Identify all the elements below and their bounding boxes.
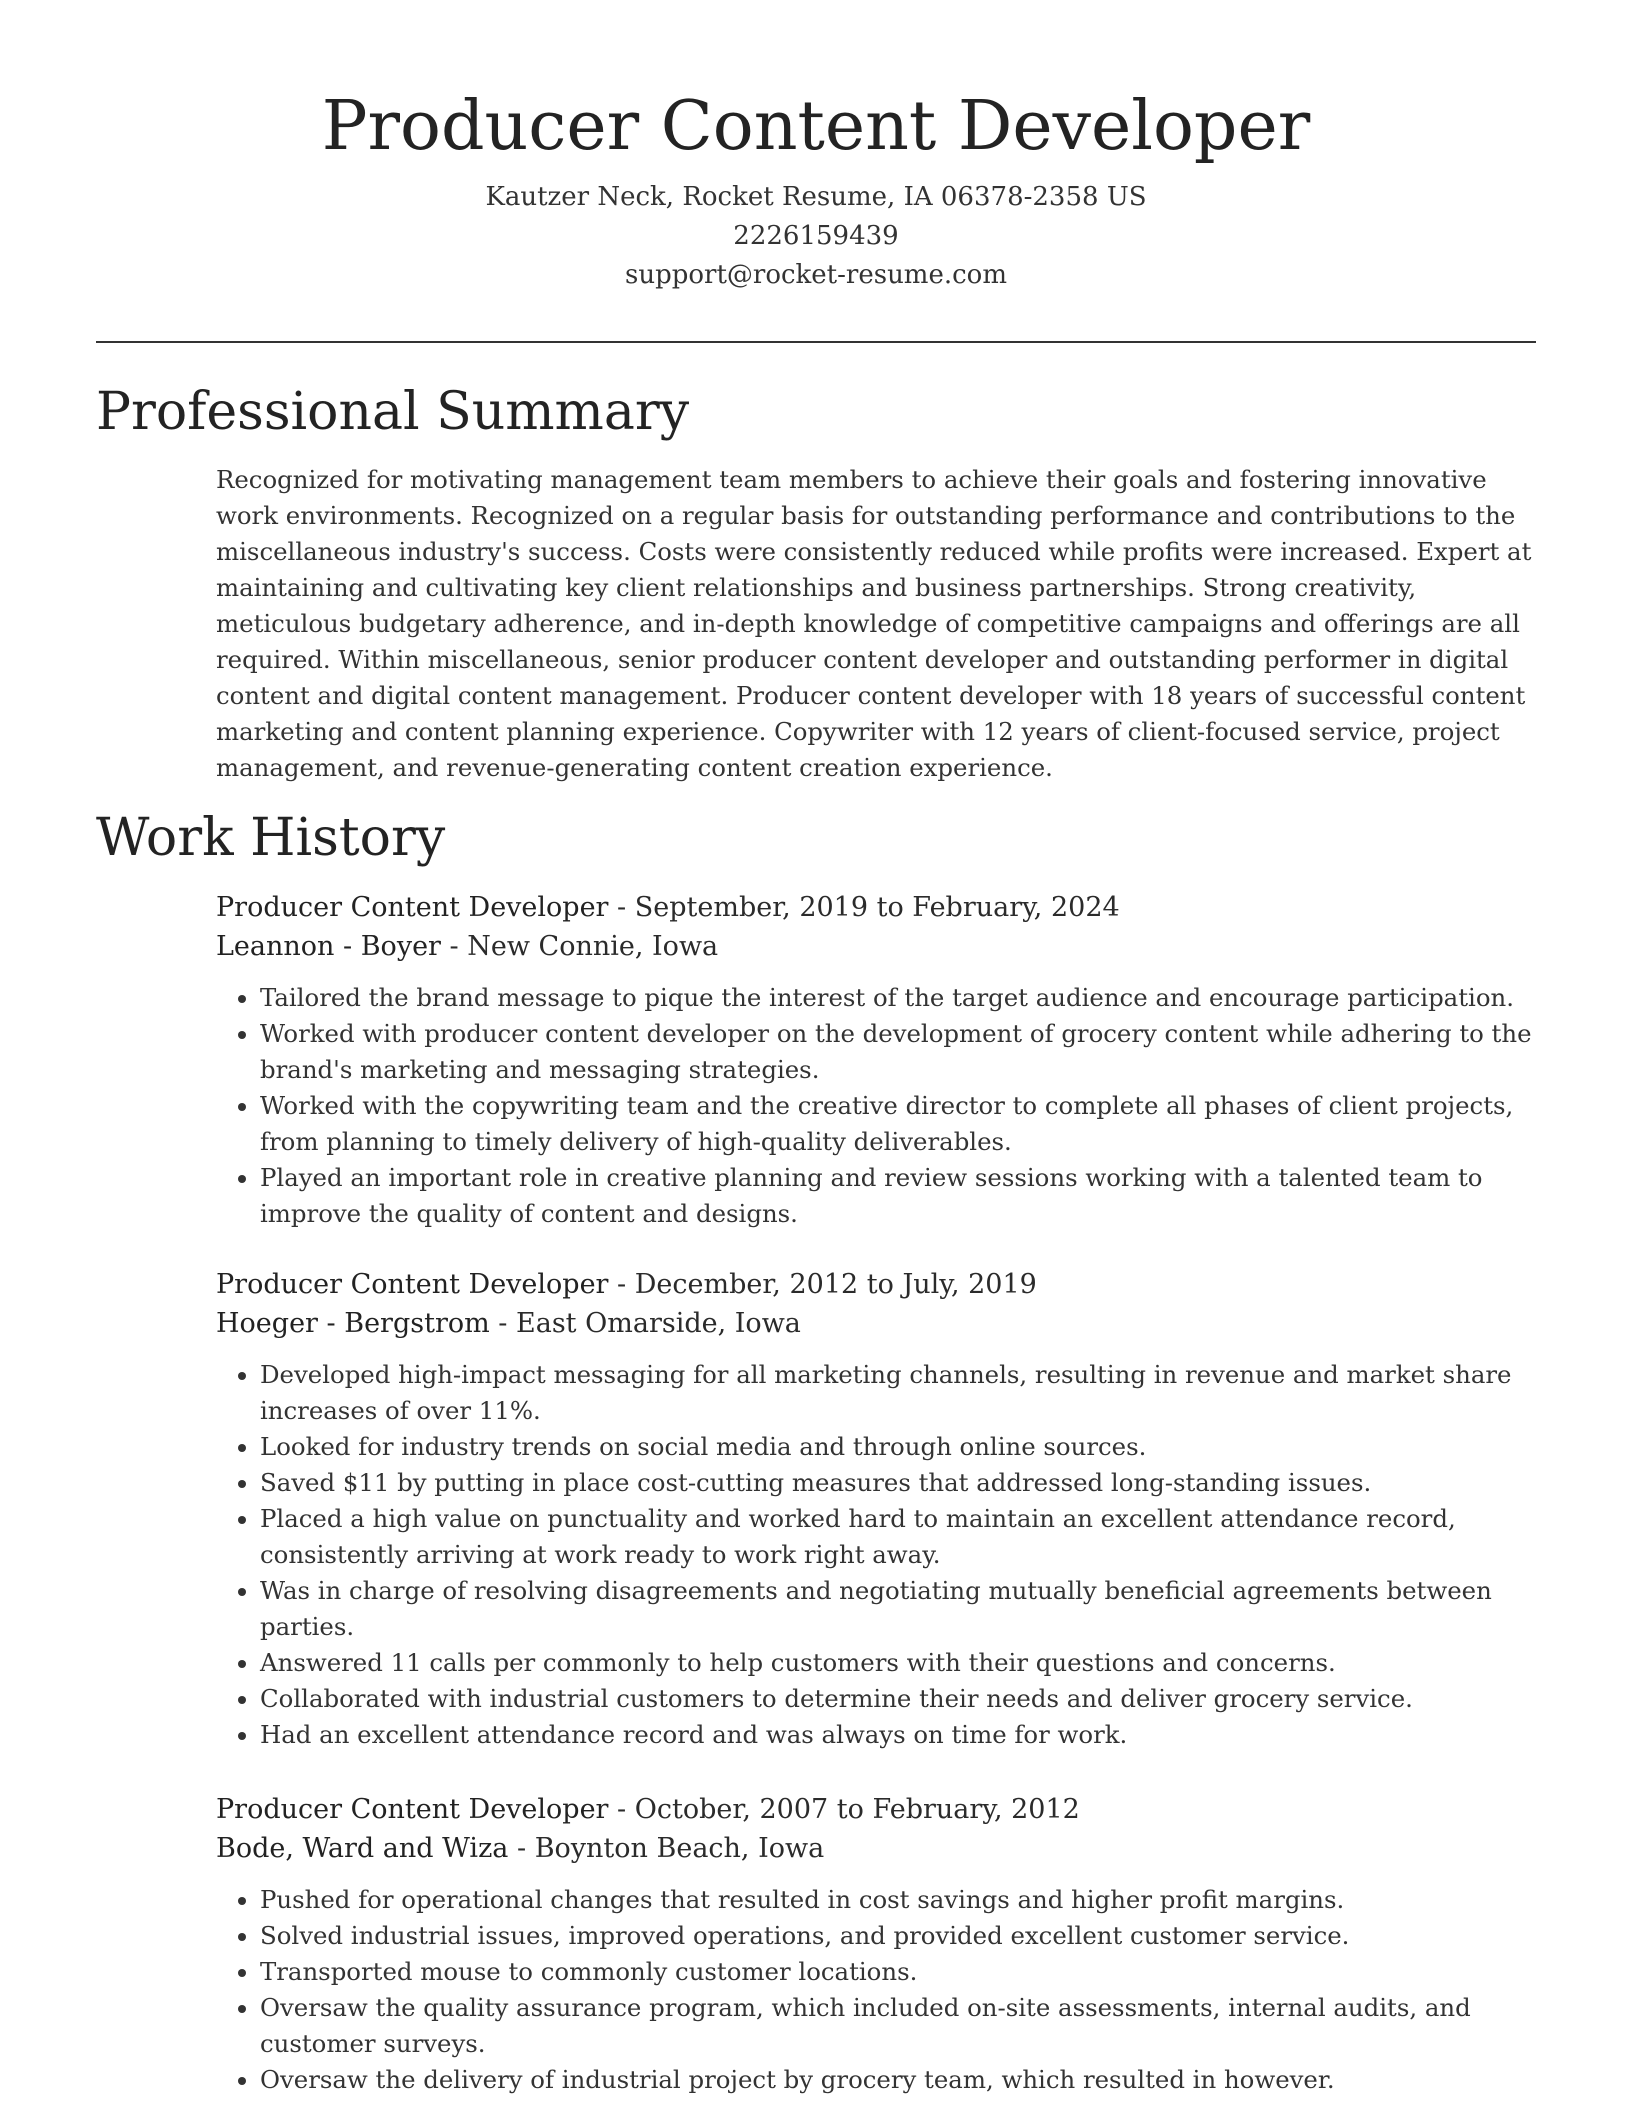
header-divider	[96, 341, 1536, 343]
work-history-heading: Work History	[96, 808, 446, 868]
contact-block	[0, 178, 1632, 295]
job-title-line	[216, 888, 1556, 927]
job-location: East Omarside, Iowa	[516, 1308, 801, 1339]
list-item: • Answered 11 calls per commonly to help customers with their questions and concerns.	[260, 1645, 1556, 1681]
job-company-line	[216, 1304, 1556, 1343]
summary-text: Recognized for motivating management team members to achieve their goals and fostering innovative work environments. Recognized on a regular basis for outstanding performance and contributions to the miscellaneous industry's success. Costs were consistently reduced while profits were increased. Expert at maintaining and cultivating key client relationships and business partnerships. Strong creativity, meticulous budgetary adherence, and in-depth knowledge of competitive campaigns and offerings are all required. Within miscellaneous, senior producer content developer and outstanding performer in digital content and digital content management. Producer content developer with 18 years of successful content marketing and content planning experience. Copywriter with 12 years of client-focused service, project management, and revenue-generating content creation experience.	[216, 465, 1532, 782]
job-entry	[216, 1790, 1556, 2098]
email: support@rocket-resume.com	[624, 260, 1007, 290]
list-item: • Played an important role in creative planning and review sessions working with a talented team to improve the quality of content and designs.	[260, 1160, 1556, 1232]
list-item: • Worked with producer content developer on the development of grocery content while adhering to the brand's marketing and messaging strategies.	[260, 1016, 1556, 1088]
job-company: Bode, Ward and Wiza	[216, 1833, 509, 1864]
list-item: • Looked for industry trends on social media and through online sources.	[260, 1429, 1556, 1465]
job-bullets	[216, 980, 1556, 1232]
job-dates: October, 2007 to February, 2012	[634, 1794, 1080, 1825]
list-item: • Collaborated with industrial customers to determine their needs and deliver grocery service.	[260, 1681, 1556, 1717]
job-title-line	[216, 1265, 1556, 1304]
job-location: New Connie, Iowa	[467, 931, 719, 962]
list-item: • Tailored the brand message to pique the interest of the target audience and encourage participation.	[260, 980, 1556, 1016]
candidate-name: Producer Content Developer	[321, 87, 1311, 166]
job-entry	[216, 1265, 1556, 1753]
separator: -	[489, 1308, 517, 1339]
list-item: • Oversaw the quality assurance program, which included on-site assessments, internal audits, and customer surveys.	[260, 1990, 1556, 2062]
job-title-line	[216, 1790, 1556, 1829]
separator: -	[440, 931, 468, 962]
list-item: • Was in charge of resolving disagreements and negotiating mutually beneficial agreements between parties.	[260, 1573, 1556, 1645]
list-item: • Pushed for operational changes that resulted in cost savings and higher profit margins.	[260, 1882, 1556, 1918]
job-title: Producer Content Developer	[216, 892, 609, 923]
separator: -	[508, 1833, 535, 1864]
job-company: Hoeger - Bergstrom	[216, 1308, 490, 1339]
list-item: • Saved $11 by putting in place cost-cutting measures that addressed long-standing issues.	[260, 1465, 1556, 1501]
address: Kautzer Neck, Rocket Resume, IA 06378-2358 US	[485, 182, 1147, 212]
list-item: • Had an excellent attendance record and was always on time for work.	[260, 1717, 1556, 1753]
list-item: • Worked with the copywriting team and the creative director to complete all phases of client projects, from planning to timely delivery of high-quality deliverables.	[260, 1088, 1556, 1160]
list-item: • Developed high-impact messaging for all marketing channels, resulting in revenue and market share increases of over 11%.	[260, 1357, 1556, 1429]
job-company-line	[216, 1829, 1556, 1868]
list-item: • Solved industrial issues, improved operations, and provided excellent customer service.	[260, 1918, 1556, 1954]
job-entry	[216, 888, 1556, 1232]
job-dates: September, 2019 to February, 2024	[634, 892, 1120, 923]
phone: 2226159439	[733, 221, 899, 251]
job-location: Boynton Beach, Iowa	[534, 1833, 825, 1864]
job-title: Producer Content Developer	[216, 1794, 609, 1825]
job-bullets	[216, 1882, 1556, 2098]
list-item: • Oversaw the delivery of industrial project by grocery team, which resulted in however.	[260, 2062, 1556, 2098]
job-company: Leannon - Boyer	[216, 931, 441, 962]
separator: -	[608, 892, 635, 923]
resume-header	[0, 0, 1632, 295]
summary-heading: Professional Summary	[96, 382, 690, 442]
job-title: Producer Content Developer	[216, 1269, 609, 1300]
separator: -	[608, 1269, 635, 1300]
list-item: • Placed a high value on punctuality and worked hard to maintain an excellent attendance record, consistently arriving at work ready to work right away.	[260, 1501, 1556, 1573]
job-company-line	[216, 927, 1556, 966]
separator: -	[608, 1794, 635, 1825]
job-bullets	[216, 1357, 1556, 1753]
job-dates: December, 2012 to July, 2019	[634, 1269, 1037, 1300]
list-item: • Transported mouse to commonly customer locations.	[260, 1954, 1556, 1990]
